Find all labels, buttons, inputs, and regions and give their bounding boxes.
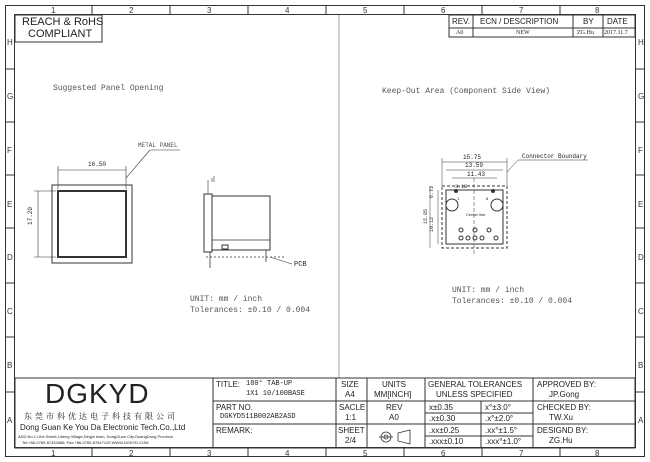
scale-value: 1:1 <box>345 413 357 422</box>
tolerance-linear-1: .x±0.30 <box>429 414 456 423</box>
units-value: MM[INCH] <box>374 390 412 399</box>
zone-row-b: B <box>7 361 13 370</box>
rev-header-rev: REV. <box>452 17 470 26</box>
right-unit-note: UNIT: mm / inch <box>452 286 525 295</box>
rev-row-by: ZG.Hu <box>577 30 594 36</box>
zone-col-6-bottom: 6 <box>441 449 446 458</box>
rev-row-rev: A0 <box>456 30 464 36</box>
zone-row-a: A <box>7 416 13 425</box>
title-line-2: 1X1 10/100BASE <box>246 390 305 398</box>
left-unit-note: UNIT: mm / inch <box>190 295 263 304</box>
company-address: ADD:No.1 Lihe Street,Liheng Village,Dingxi town, DongGuan City,GuangDong Province <box>18 434 174 439</box>
zone-col-6: 6 <box>441 6 446 15</box>
zone-row-h: H <box>7 38 13 47</box>
scale-label: SACLE <box>339 403 366 412</box>
compliance-line-1: REACH & RoHS <box>22 16 104 28</box>
zone-col-3: 3 <box>207 6 212 15</box>
designed-value: ZG.Hu <box>549 436 573 445</box>
zone-col-7-bottom: 7 <box>519 449 524 458</box>
zone-row-f: F <box>7 146 12 155</box>
dim-6-73: 6.73 <box>429 185 435 198</box>
zone-row-d-right: D <box>638 253 644 262</box>
tolerance-linear-3: .xxx±0.10 <box>429 437 464 446</box>
sheet-value: 2/4 <box>345 436 357 445</box>
tolerance-linear-2: .xx±0.25 <box>429 426 460 435</box>
pcb-label: PCB <box>294 261 307 269</box>
zone-col-4-bottom: 4 <box>285 449 290 458</box>
zone-col-8-bottom: 8 <box>595 449 600 458</box>
dim-15-85: 15.85 <box>423 208 429 224</box>
rev-row-date: 2017.11.7 <box>604 30 628 36</box>
dim-width: 16.50 <box>88 161 107 168</box>
zone-row-h-right: H <box>638 38 644 47</box>
units-label: UNITS <box>382 380 406 389</box>
zone-row-d: D <box>7 253 13 262</box>
tolerance-linear-0: x±0.35 <box>429 403 453 412</box>
zone-col-8: 8 <box>595 6 600 15</box>
tolerance-angular-3: .xxx°±1.0° <box>485 437 522 446</box>
zone-col-3-bottom: 3 <box>207 449 212 458</box>
centerline-label: Center line <box>466 212 486 217</box>
zone-col-7: 7 <box>519 6 524 15</box>
zone-row-c-right: C <box>638 307 644 316</box>
zone-row-c: C <box>7 307 13 316</box>
zone-col-5-bottom: 5 <box>363 449 368 458</box>
tolerance-angular-0: x°±3.0° <box>485 403 511 412</box>
general-tolerances-sub: UNLESS SPECIFIED <box>436 390 513 399</box>
metal-panel-label: METAL PANEL <box>138 142 178 149</box>
keepout-footprint <box>430 158 588 256</box>
company-logo: DGKYD <box>45 378 150 409</box>
sheet-label: SHEET <box>338 426 365 435</box>
right-tolerance-note: Tolerances: ±0.10 / 0.004 <box>452 297 573 306</box>
part-no-label: PART NO. <box>216 403 253 412</box>
size-value: A4 <box>345 390 355 399</box>
approved-label: APPROVED BY: <box>537 380 597 389</box>
company-contact: Tel:+86-0769-87334666; Fax:+86-0769-87647129 WWW.DGKYD.COM <box>22 440 149 445</box>
remark-label: REMARK: <box>216 426 253 435</box>
company-name-cn: 东莞市科优达电子科技有限公司 <box>24 412 178 421</box>
zone-col-2-bottom: 2 <box>129 449 134 458</box>
zone-col-1: 1 <box>51 6 56 15</box>
zone-col-5: 5 <box>363 6 368 15</box>
panel-opening <box>34 150 180 263</box>
company-name-en: Dong Guan Ke You Da Electronic Tech.Co.,Ltd <box>20 423 186 432</box>
tolerance-angular-2: .xx°±1.5° <box>485 426 518 435</box>
checked-label: CHECKED BY: <box>537 403 591 412</box>
zone-col-4: 4 <box>285 6 290 15</box>
dim-height: 17.20 <box>27 206 34 225</box>
general-tolerances-label: GENERAL TOLERANCES <box>428 380 523 389</box>
part-no-value: DGKYD511B002AB2ASD <box>220 413 296 421</box>
zone-row-b-right: B <box>638 361 644 370</box>
zone-row-e: E <box>7 200 13 209</box>
dim-15-75: 15.75 <box>463 154 482 161</box>
connector-boundary-label: Connector Boundary <box>522 153 587 160</box>
title-line-1: 180° TAB-UP <box>246 380 293 388</box>
pin-label-8: 8 <box>486 196 489 201</box>
rev-row-desc: NEW <box>516 30 530 36</box>
dim-11-43: 11.43 <box>467 171 486 178</box>
zone-row-g-right: G <box>638 92 645 101</box>
rev-header-date: DATE <box>607 17 628 26</box>
dim-13-59: 13.59 <box>465 162 484 169</box>
dim-10-12: 10.12 <box>429 216 435 232</box>
title-label: TITLE: <box>216 380 241 389</box>
rev-header-by: BY <box>583 17 594 26</box>
compliance-line-2: COMPLIANT <box>28 28 93 40</box>
rev-label: REV <box>386 403 403 412</box>
left-view-title: Suggested Panel Opening <box>53 84 164 93</box>
zone-row-a-right: A <box>638 416 644 425</box>
rev-value: A0 <box>389 413 399 422</box>
dim-3-18: 3.18 <box>455 184 468 190</box>
approved-value: JP.Gong <box>549 390 580 399</box>
zone-col-2: 2 <box>129 6 134 15</box>
rev-header-ecn: ECN / DESCRIPTION <box>480 17 559 26</box>
connector-side-profile <box>204 176 292 268</box>
zone-row-f-right: F <box>638 146 643 155</box>
right-view-title: Keep-Out Area (Component Side View) <box>382 87 551 96</box>
tolerance-angular-1: .x°±2.0° <box>485 414 514 423</box>
pin-label-1: 1 <box>457 196 460 201</box>
size-label: SIZE <box>341 380 359 389</box>
zone-col-1-bottom: 1 <box>51 449 56 458</box>
left-tolerance-note: Tolerances: ±0.10 / 0.004 <box>190 306 311 315</box>
checked-value: TW.Xu <box>549 413 574 422</box>
projection-symbol <box>379 430 410 444</box>
zone-row-g: G <box>7 92 14 101</box>
zone-row-e-right: E <box>638 200 644 209</box>
designed-label: DESIGND BY: <box>537 426 589 435</box>
